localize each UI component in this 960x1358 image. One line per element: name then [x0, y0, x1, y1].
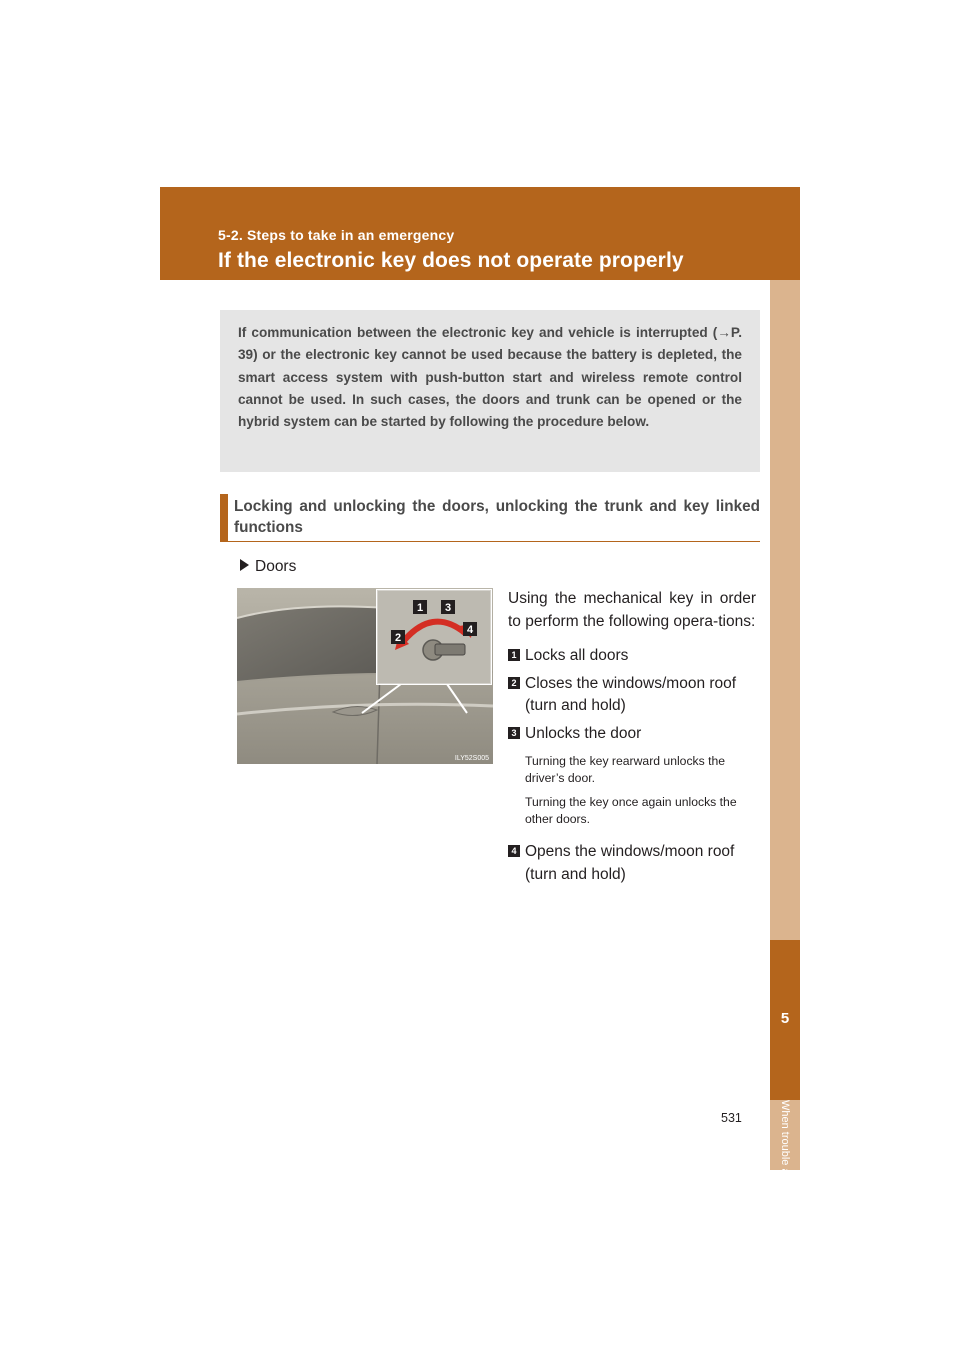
chapter-tab[interactable] — [770, 940, 800, 1100]
chapter-header — [160, 187, 800, 280]
svg-text:3: 3 — [444, 602, 452, 614]
svg-text:4: 4 — [466, 624, 474, 636]
step-text: Unlocks the door — [525, 724, 642, 742]
step-number-badge: 2 — [508, 677, 520, 689]
chapter-title: When trouble arises — [779, 1100, 791, 1198]
svg-text:2: 2 — [394, 632, 402, 644]
figure-code: ILY52S005 — [454, 755, 489, 762]
bullet-triangle-icon — [240, 559, 249, 571]
door-key-illustration — [237, 588, 493, 764]
subheading: Locking and unlocking the doors, unlocking the trunk and key linked functions — [220, 494, 760, 542]
step-text: Closes the windows/moon roof (turn and hold) — [525, 674, 737, 714]
procedure-lead: Using the mechanical key in order to perform the following opera-tions: — [508, 590, 756, 630]
page-number: 531 — [721, 1111, 742, 1125]
procedure — [508, 587, 756, 891]
step-item — [508, 841, 756, 886]
step-note: Turning the key rearward unlocks the driver’s door. — [525, 754, 726, 785]
car-door-illustration — [237, 588, 493, 764]
doors-bullet — [240, 558, 296, 576]
step-number-badge: 3 — [508, 727, 520, 739]
page-title: If the electronic key does not operate properly — [218, 249, 684, 272]
step-number-badge: 4 — [508, 845, 520, 857]
section-label: 5-2. Steps to take in an emergency — [218, 227, 455, 243]
step-number-badge: 1 — [508, 649, 520, 661]
step-item — [508, 723, 756, 828]
chapter-number: 5 — [780, 1010, 790, 1027]
intro-box — [220, 310, 760, 472]
step-item — [508, 645, 756, 668]
step-note: Turning the key once again unlocks the other doors. — [525, 795, 737, 826]
bullet-label: Doors — [255, 558, 297, 575]
intro-text: If communication between the electronic key and vehicle is interrupted (→P. 39) or the electronic key cannot be used because the battery is depleted, the smart access system with push-button start and wireless remote control cannot be used. In such cases, the doors and trunk can be opened or the hybrid system can be started by following the procedure below. — [238, 325, 742, 430]
step-text: Locks all doors — [525, 647, 629, 664]
svg-text:1: 1 — [416, 602, 424, 614]
step-text: Opens the windows/moon roof (turn and hold) — [525, 843, 735, 883]
step-item — [508, 673, 756, 718]
